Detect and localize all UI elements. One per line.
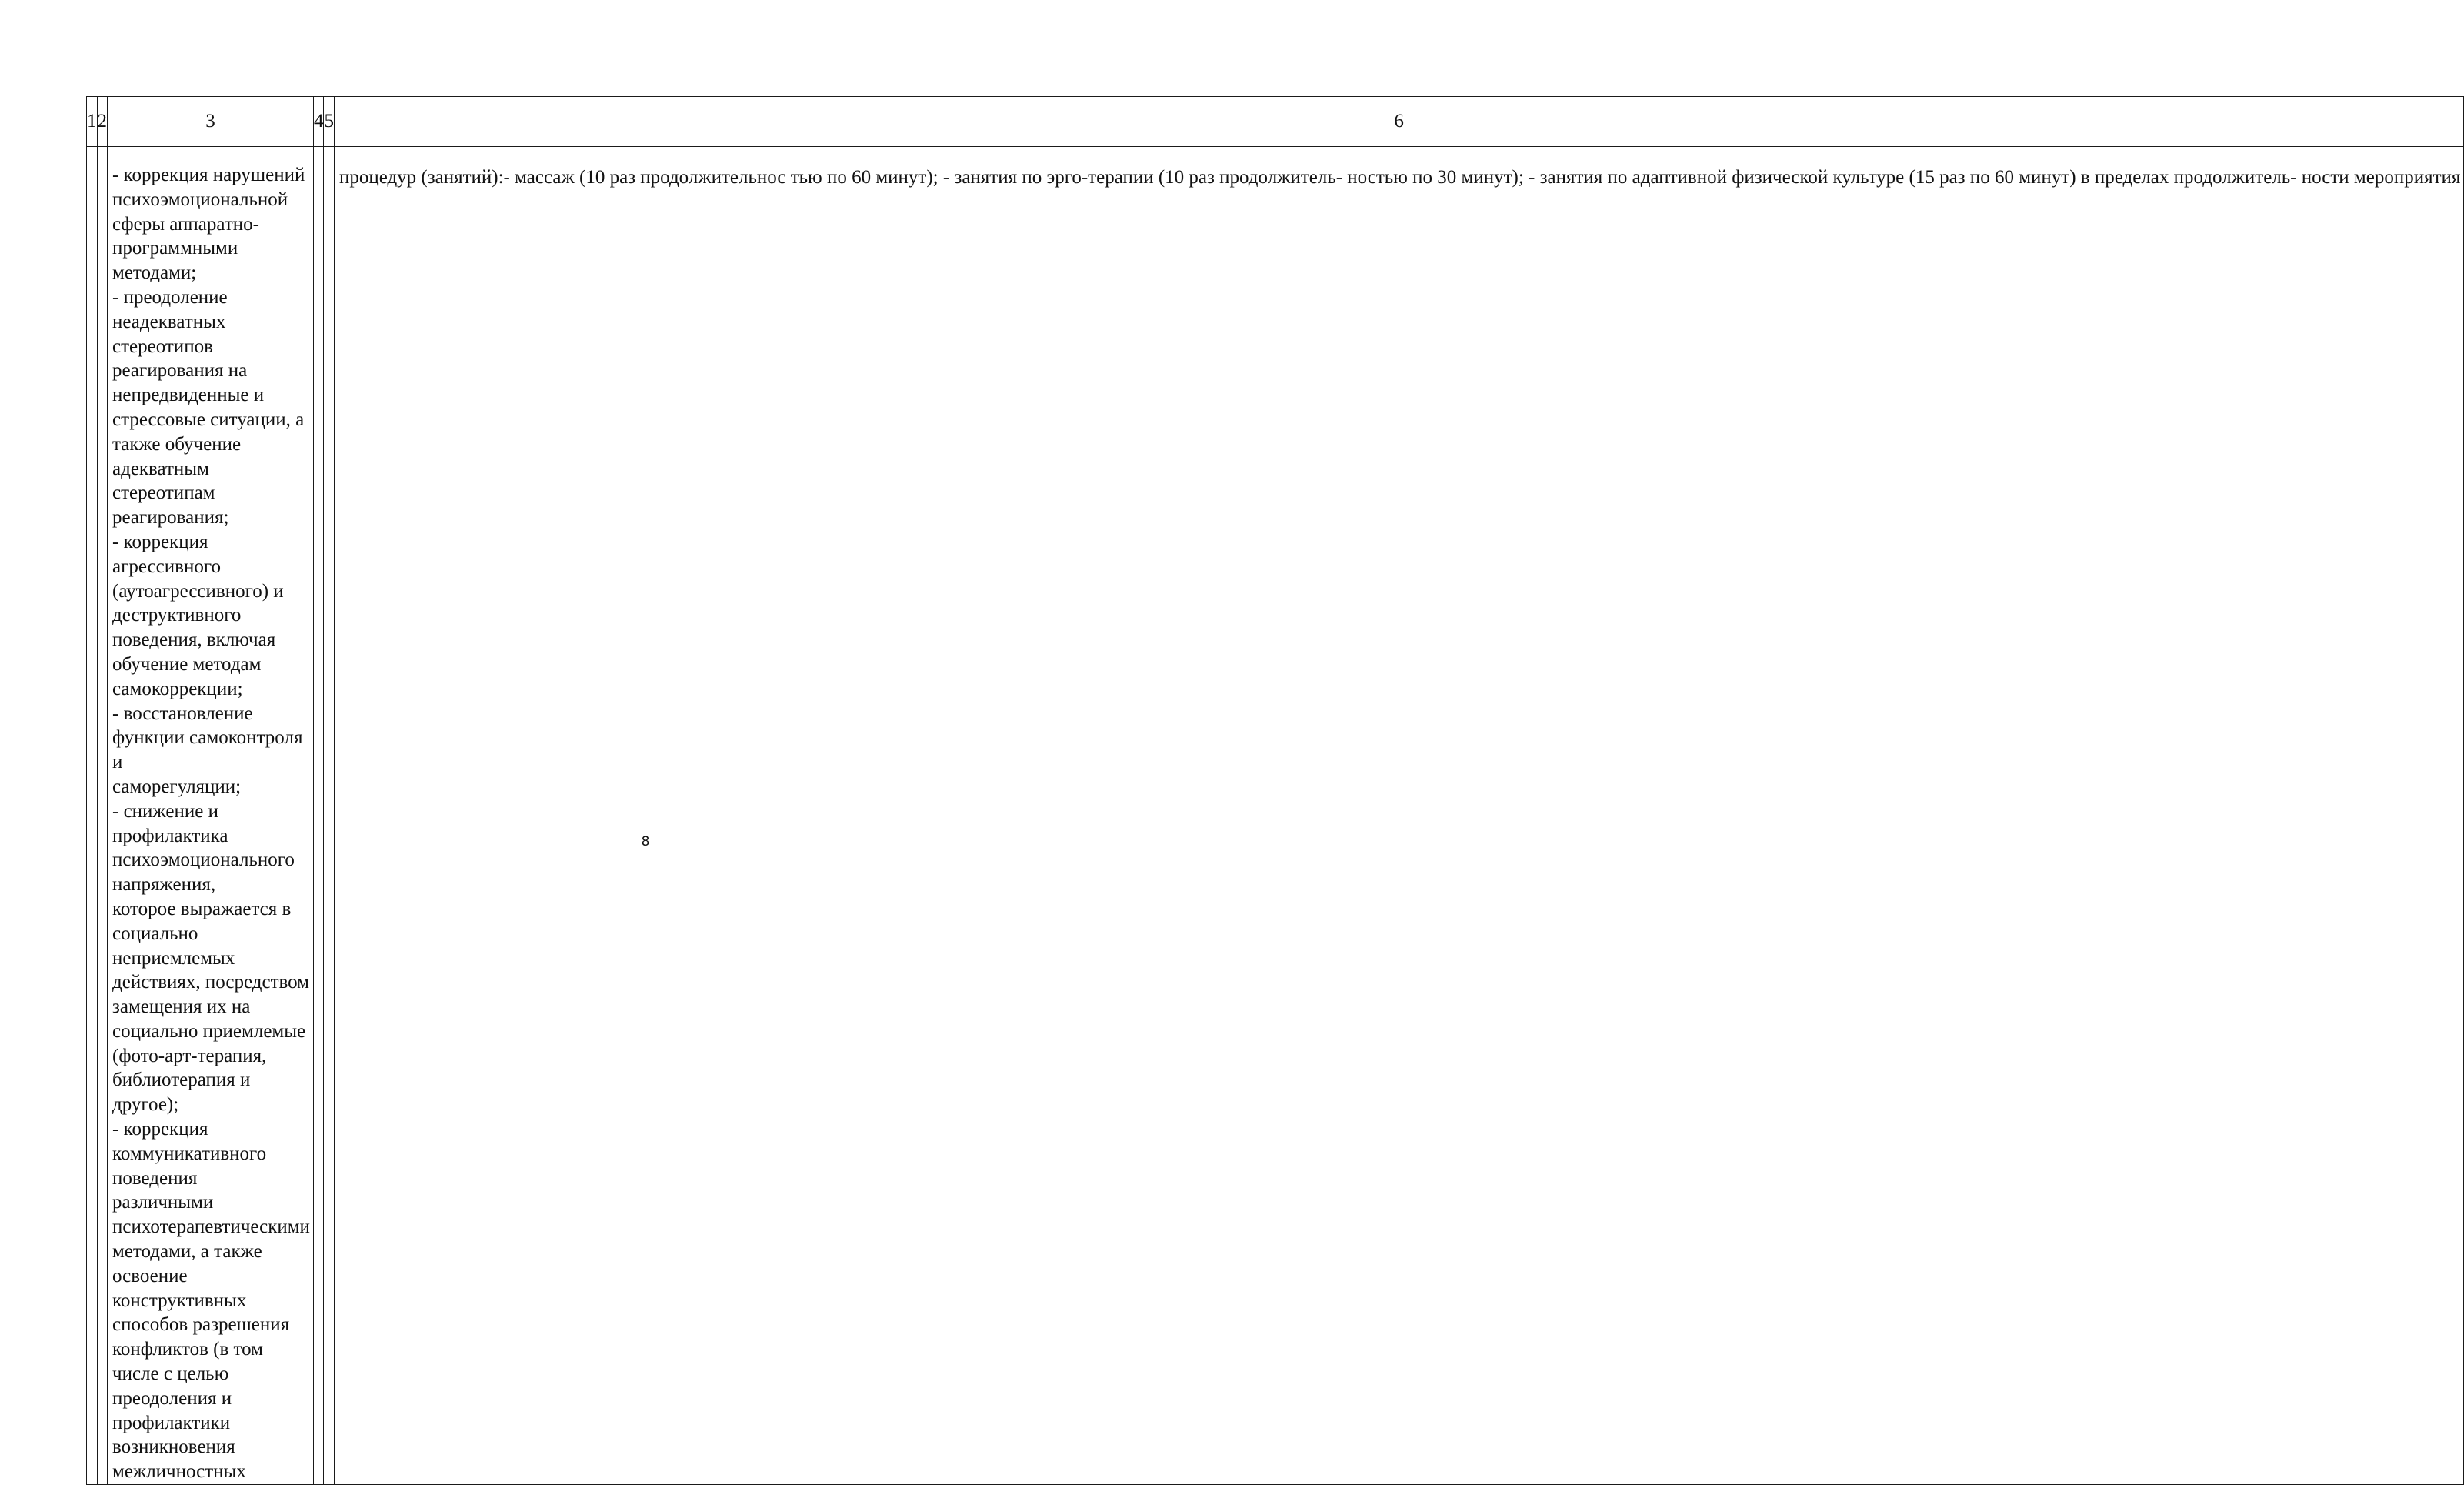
table-row — [87, 147, 2464, 1485]
row-cell-2 — [97, 147, 108, 1485]
header-cell-6: 6 — [334, 97, 2463, 147]
row-cell-3 — [108, 147, 314, 1485]
table-header-row — [87, 97, 2464, 147]
page-number: 8 — [641, 834, 650, 849]
row-cell-5 — [324, 147, 335, 1485]
header-cell-3: 3 — [108, 97, 314, 147]
row-cell-6 — [334, 147, 2463, 1485]
header-cell-5: 5 — [324, 97, 335, 147]
row-cell-1 — [87, 147, 98, 1485]
row-cell-3-text: - коррекция нарушений психоэмоциональной сферы аппаратно- программными методами; - преодоление неадекватных стереотипов реагирования на непредвиденные и стрессовые ситуации, а также обучение адекватным стереотипам реагирования; - коррекция агрессивного (аутоагрессивного) и деструктивного поведения, включая обучение методам самокоррекции; - восстановление функции самоконтроля и саморегуляции; - снижение и профилактика психоэмоционального напряжения, которое выражается в социально неприемлемых действиях, посредством замещения их на социально приемлемые (фото-арт-терапия, библиотерапия и другое); - коррекция коммуникативного поведения различными психотерапевтическими методами, а также освоение конструктивных способов разрешения конфликтов (в том числе с целью преодоления и профилактики возникновения межличностных — [112, 165, 310, 1483]
document-table — [86, 96, 2464, 1485]
header-cell-1: 1 — [87, 97, 98, 147]
header-cell-2: 2 — [97, 97, 108, 147]
row-cell-6-text: процедур (занятий):- массаж (10 раз продолжительнос тью по 60 минут); - занятия по эрго-терапии (10 раз продолжитель- ностью по 30 минут); - занятия по адаптивной физической культуре (15 раз по 60 минут) в пределах продолжитель- ности мероприятия — [338, 167, 2461, 188]
header-cell-4: 4 — [313, 97, 324, 147]
row-cell-4 — [313, 147, 324, 1485]
